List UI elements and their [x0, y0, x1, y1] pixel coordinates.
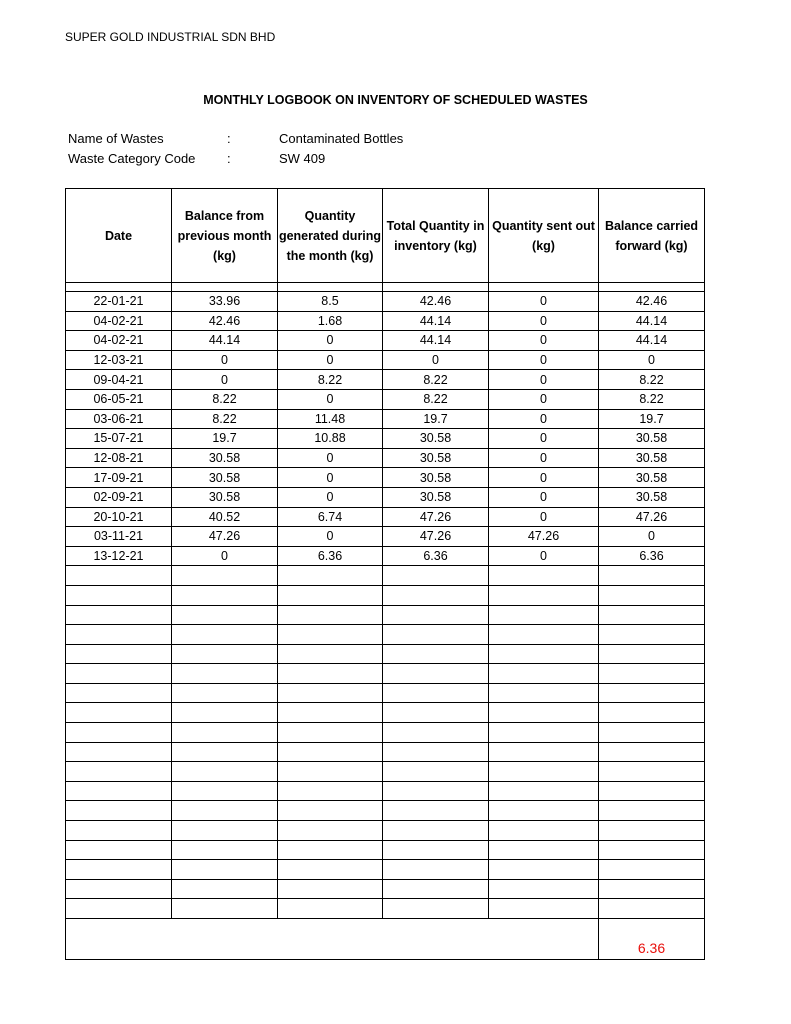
empty-cell	[489, 605, 599, 625]
cell-balance-carried-forward: 8.22	[599, 389, 705, 409]
cell-quantity-sent-out: 0	[489, 546, 599, 566]
empty-cell	[599, 821, 705, 841]
cell-total-quantity: 47.26	[383, 507, 489, 527]
empty-cell	[383, 762, 489, 782]
empty-cell	[383, 821, 489, 841]
empty-cell	[599, 723, 705, 743]
cell-balance-previous: 44.14	[172, 331, 278, 351]
table-row	[66, 546, 705, 566]
table-header	[66, 189, 705, 283]
empty-cell	[489, 762, 599, 782]
empty-row	[66, 585, 705, 605]
header-total-quantity: Total Quantity in inventory (kg)	[383, 189, 489, 283]
empty-row	[66, 860, 705, 880]
empty-cell	[172, 585, 278, 605]
empty-cell	[489, 899, 599, 919]
empty-cell	[66, 605, 172, 625]
cell-date: 22-01-21	[66, 292, 172, 312]
cell-quantity-sent-out: 0	[489, 487, 599, 507]
empty-cell	[66, 723, 172, 743]
cell-quantity-generated: 0	[278, 527, 383, 547]
empty-row	[66, 840, 705, 860]
empty-cell	[278, 683, 383, 703]
cell-quantity-generated: 0	[278, 448, 383, 468]
cell-quantity-sent-out: 47.26	[489, 527, 599, 547]
meta-colon: :	[227, 131, 231, 146]
cell-balance-carried-forward: 6.36	[599, 546, 705, 566]
empty-cell	[278, 899, 383, 919]
cell-date: 13-12-21	[66, 546, 172, 566]
empty-cell	[383, 723, 489, 743]
empty-cell	[278, 625, 383, 645]
cell-quantity-generated: 11.48	[278, 409, 383, 429]
meta-value: SW 409	[279, 151, 326, 166]
cell-balance-carried-forward: 19.7	[599, 409, 705, 429]
cell-date: 09-04-21	[66, 370, 172, 390]
empty-cell	[66, 801, 172, 821]
cell-total-quantity: 8.22	[383, 389, 489, 409]
empty-cell	[383, 840, 489, 860]
cell-quantity-sent-out: 0	[489, 507, 599, 527]
header-balance-carried-forward: Balance carried forward (kg)	[599, 189, 705, 283]
empty-cell	[489, 703, 599, 723]
table-row	[66, 429, 705, 449]
empty-cell	[172, 703, 278, 723]
empty-row	[66, 664, 705, 684]
empty-cell	[599, 840, 705, 860]
empty-cell	[172, 664, 278, 684]
empty-cell	[599, 683, 705, 703]
header-quantity-generated: Quantity generated during the month (kg)	[278, 189, 383, 283]
empty-cell	[172, 566, 278, 586]
cell-balance-carried-forward: 42.46	[599, 292, 705, 312]
cell-quantity-generated: 6.36	[278, 546, 383, 566]
empty-cell	[489, 644, 599, 664]
cell-total-quantity: 30.58	[383, 468, 489, 488]
cell-total-quantity: 44.14	[383, 331, 489, 351]
empty-cell	[489, 664, 599, 684]
empty-row	[66, 625, 705, 645]
empty-cell	[599, 899, 705, 919]
cell-date: 06-05-21	[66, 389, 172, 409]
empty-cell	[383, 860, 489, 880]
empty-cell	[66, 762, 172, 782]
cell-date: 02-09-21	[66, 487, 172, 507]
cell-date: 20-10-21	[66, 507, 172, 527]
empty-cell	[278, 605, 383, 625]
empty-cell	[599, 566, 705, 586]
cell-quantity-generated: 10.88	[278, 429, 383, 449]
cell-quantity-sent-out: 0	[489, 292, 599, 312]
table-row	[66, 487, 705, 507]
empty-cell	[172, 801, 278, 821]
cell-total-quantity: 6.36	[383, 546, 489, 566]
cell-balance-previous: 30.58	[172, 448, 278, 468]
meta-label: Name of Wastes	[68, 131, 164, 146]
cell-quantity-generated: 1.68	[278, 311, 383, 331]
empty-cell	[278, 664, 383, 684]
meta-colon: :	[227, 151, 231, 166]
empty-cell	[278, 742, 383, 762]
empty-cell	[278, 781, 383, 801]
empty-cell	[383, 899, 489, 919]
cell-balance-previous: 0	[172, 350, 278, 370]
empty-cell	[66, 585, 172, 605]
empty-cell	[278, 879, 383, 899]
cell-date: 17-09-21	[66, 468, 172, 488]
cell-total-quantity: 30.58	[383, 429, 489, 449]
empty-cell	[599, 605, 705, 625]
empty-cell	[278, 644, 383, 664]
header-balance-previous: Balance from previous month (kg)	[172, 189, 278, 283]
cell-balance-previous: 19.7	[172, 429, 278, 449]
table-body	[66, 283, 705, 960]
cell-date: 04-02-21	[66, 331, 172, 351]
cell-balance-carried-forward: 0	[599, 350, 705, 370]
empty-cell	[172, 683, 278, 703]
empty-row	[66, 781, 705, 801]
empty-cell	[172, 899, 278, 919]
empty-cell	[278, 585, 383, 605]
empty-cell	[172, 840, 278, 860]
empty-cell	[383, 781, 489, 801]
header-date: Date	[66, 189, 172, 283]
cell-balance-carried-forward: 30.58	[599, 429, 705, 449]
empty-cell	[599, 585, 705, 605]
cell-quantity-sent-out: 0	[489, 448, 599, 468]
empty-row	[66, 683, 705, 703]
empty-cell	[278, 801, 383, 821]
table-row	[66, 409, 705, 429]
meta-value: Contaminated Bottles	[279, 131, 404, 146]
cell-balance-previous: 8.22	[172, 389, 278, 409]
cell-quantity-generated: 0	[278, 350, 383, 370]
table-row	[66, 370, 705, 390]
empty-cell	[383, 683, 489, 703]
total-balance-value: 6.36	[599, 919, 705, 960]
empty-cell	[383, 879, 489, 899]
cell-quantity-generated: 8.5	[278, 292, 383, 312]
empty-cell	[66, 683, 172, 703]
cell-balance-carried-forward: 30.58	[599, 448, 705, 468]
empty-cell	[172, 879, 278, 899]
empty-cell	[172, 625, 278, 645]
empty-cell	[599, 879, 705, 899]
header-quantity-sent-out: Quantity sent out (kg)	[489, 189, 599, 283]
cell-date: 12-08-21	[66, 448, 172, 468]
table-row	[66, 350, 705, 370]
cell-quantity-generated: 0	[278, 389, 383, 409]
table-row	[66, 527, 705, 547]
cell-quantity-sent-out: 0	[489, 389, 599, 409]
empty-cell	[66, 644, 172, 664]
empty-cell	[66, 664, 172, 684]
cell-balance-carried-forward: 30.58	[599, 487, 705, 507]
cell-quantity-sent-out: 0	[489, 468, 599, 488]
empty-cell	[66, 742, 172, 762]
table-row	[66, 468, 705, 488]
empty-cell	[489, 723, 599, 743]
cell-date: 04-02-21	[66, 311, 172, 331]
empty-cell	[599, 644, 705, 664]
empty-cell	[66, 566, 172, 586]
empty-cell	[489, 742, 599, 762]
empty-row	[66, 723, 705, 743]
cell-balance-carried-forward: 0	[599, 527, 705, 547]
cell-balance-carried-forward: 8.22	[599, 370, 705, 390]
empty-cell	[172, 762, 278, 782]
cell-total-quantity: 8.22	[383, 370, 489, 390]
cell-balance-previous: 47.26	[172, 527, 278, 547]
cell-quantity-generated: 0	[278, 468, 383, 488]
empty-cell	[383, 703, 489, 723]
empty-row	[66, 821, 705, 841]
cell-quantity-generated: 0	[278, 331, 383, 351]
empty-cell	[489, 801, 599, 821]
empty-cell	[383, 585, 489, 605]
empty-cell	[599, 860, 705, 880]
empty-cell	[489, 683, 599, 703]
table-row	[66, 389, 705, 409]
empty-cell	[489, 625, 599, 645]
empty-cell	[66, 860, 172, 880]
cell-date: 03-06-21	[66, 409, 172, 429]
empty-cell	[66, 899, 172, 919]
empty-cell	[489, 821, 599, 841]
cell-total-quantity: 19.7	[383, 409, 489, 429]
empty-cell	[278, 723, 383, 743]
cell-quantity-generated: 6.74	[278, 507, 383, 527]
cell-quantity-generated: 0	[278, 487, 383, 507]
empty-row	[66, 762, 705, 782]
empty-row	[66, 703, 705, 723]
cell-quantity-sent-out: 0	[489, 370, 599, 390]
total-spacer-cell	[66, 919, 599, 960]
cell-date: 15-07-21	[66, 429, 172, 449]
inventory-table	[65, 188, 705, 960]
empty-cell	[599, 762, 705, 782]
empty-cell	[278, 703, 383, 723]
empty-cell	[172, 742, 278, 762]
cell-balance-previous: 40.52	[172, 507, 278, 527]
cell-total-quantity: 0	[383, 350, 489, 370]
empty-row	[66, 899, 705, 919]
empty-cell	[278, 860, 383, 880]
empty-cell	[66, 781, 172, 801]
cell-quantity-sent-out: 0	[489, 409, 599, 429]
empty-cell	[278, 821, 383, 841]
empty-cell	[66, 703, 172, 723]
empty-cell	[599, 703, 705, 723]
cell-total-quantity: 30.58	[383, 487, 489, 507]
table-row	[66, 331, 705, 351]
empty-row	[66, 879, 705, 899]
empty-cell	[172, 821, 278, 841]
empty-cell	[489, 860, 599, 880]
empty-cell	[383, 605, 489, 625]
cell-balance-previous: 30.58	[172, 468, 278, 488]
cell-date: 03-11-21	[66, 527, 172, 547]
cell-total-quantity: 42.46	[383, 292, 489, 312]
empty-cell	[599, 625, 705, 645]
total-row	[66, 919, 705, 960]
empty-row	[66, 742, 705, 762]
empty-row	[66, 566, 705, 586]
cell-quantity-sent-out: 0	[489, 311, 599, 331]
empty-cell	[383, 742, 489, 762]
table-row	[66, 292, 705, 312]
empty-cell	[489, 879, 599, 899]
empty-cell	[172, 860, 278, 880]
cell-balance-previous: 33.96	[172, 292, 278, 312]
cell-balance-carried-forward: 44.14	[599, 331, 705, 351]
header-row	[66, 189, 705, 283]
empty-row	[66, 605, 705, 625]
empty-cell	[599, 664, 705, 684]
meta-label: Waste Category Code	[68, 151, 196, 166]
empty-cell	[599, 742, 705, 762]
cell-total-quantity: 47.26	[383, 527, 489, 547]
table-row	[66, 311, 705, 331]
empty-cell	[599, 801, 705, 821]
cell-balance-previous: 30.58	[172, 487, 278, 507]
spacer-row	[66, 283, 705, 292]
empty-cell	[278, 566, 383, 586]
cell-balance-previous: 0	[172, 546, 278, 566]
table-row	[66, 507, 705, 527]
empty-cell	[66, 840, 172, 860]
cell-balance-previous: 0	[172, 370, 278, 390]
cell-date: 12-03-21	[66, 350, 172, 370]
cell-quantity-generated: 8.22	[278, 370, 383, 390]
empty-cell	[383, 801, 489, 821]
table-row	[66, 448, 705, 468]
empty-cell	[172, 605, 278, 625]
empty-cell	[172, 644, 278, 664]
empty-cell	[489, 566, 599, 586]
cell-balance-carried-forward: 44.14	[599, 311, 705, 331]
cell-total-quantity: 30.58	[383, 448, 489, 468]
empty-cell	[489, 840, 599, 860]
empty-row	[66, 801, 705, 821]
cell-quantity-sent-out: 0	[489, 350, 599, 370]
empty-cell	[66, 821, 172, 841]
empty-cell	[66, 879, 172, 899]
empty-cell	[172, 781, 278, 801]
document-title: MONTHLY LOGBOOK ON INVENTORY OF SCHEDULED WASTES	[203, 93, 588, 107]
cell-balance-carried-forward: 47.26	[599, 507, 705, 527]
empty-cell	[383, 566, 489, 586]
cell-balance-previous: 8.22	[172, 409, 278, 429]
cell-total-quantity: 44.14	[383, 311, 489, 331]
empty-cell	[383, 644, 489, 664]
empty-cell	[383, 625, 489, 645]
cell-quantity-sent-out: 0	[489, 429, 599, 449]
cell-balance-carried-forward: 30.58	[599, 468, 705, 488]
cell-balance-previous: 42.46	[172, 311, 278, 331]
empty-cell	[278, 840, 383, 860]
empty-cell	[489, 781, 599, 801]
empty-cell	[66, 625, 172, 645]
empty-cell	[383, 664, 489, 684]
empty-cell	[489, 585, 599, 605]
company-name: SUPER GOLD INDUSTRIAL SDN BHD	[65, 30, 276, 44]
cell-quantity-sent-out: 0	[489, 331, 599, 351]
empty-row	[66, 644, 705, 664]
empty-cell	[278, 762, 383, 782]
empty-cell	[599, 781, 705, 801]
empty-cell	[172, 723, 278, 743]
